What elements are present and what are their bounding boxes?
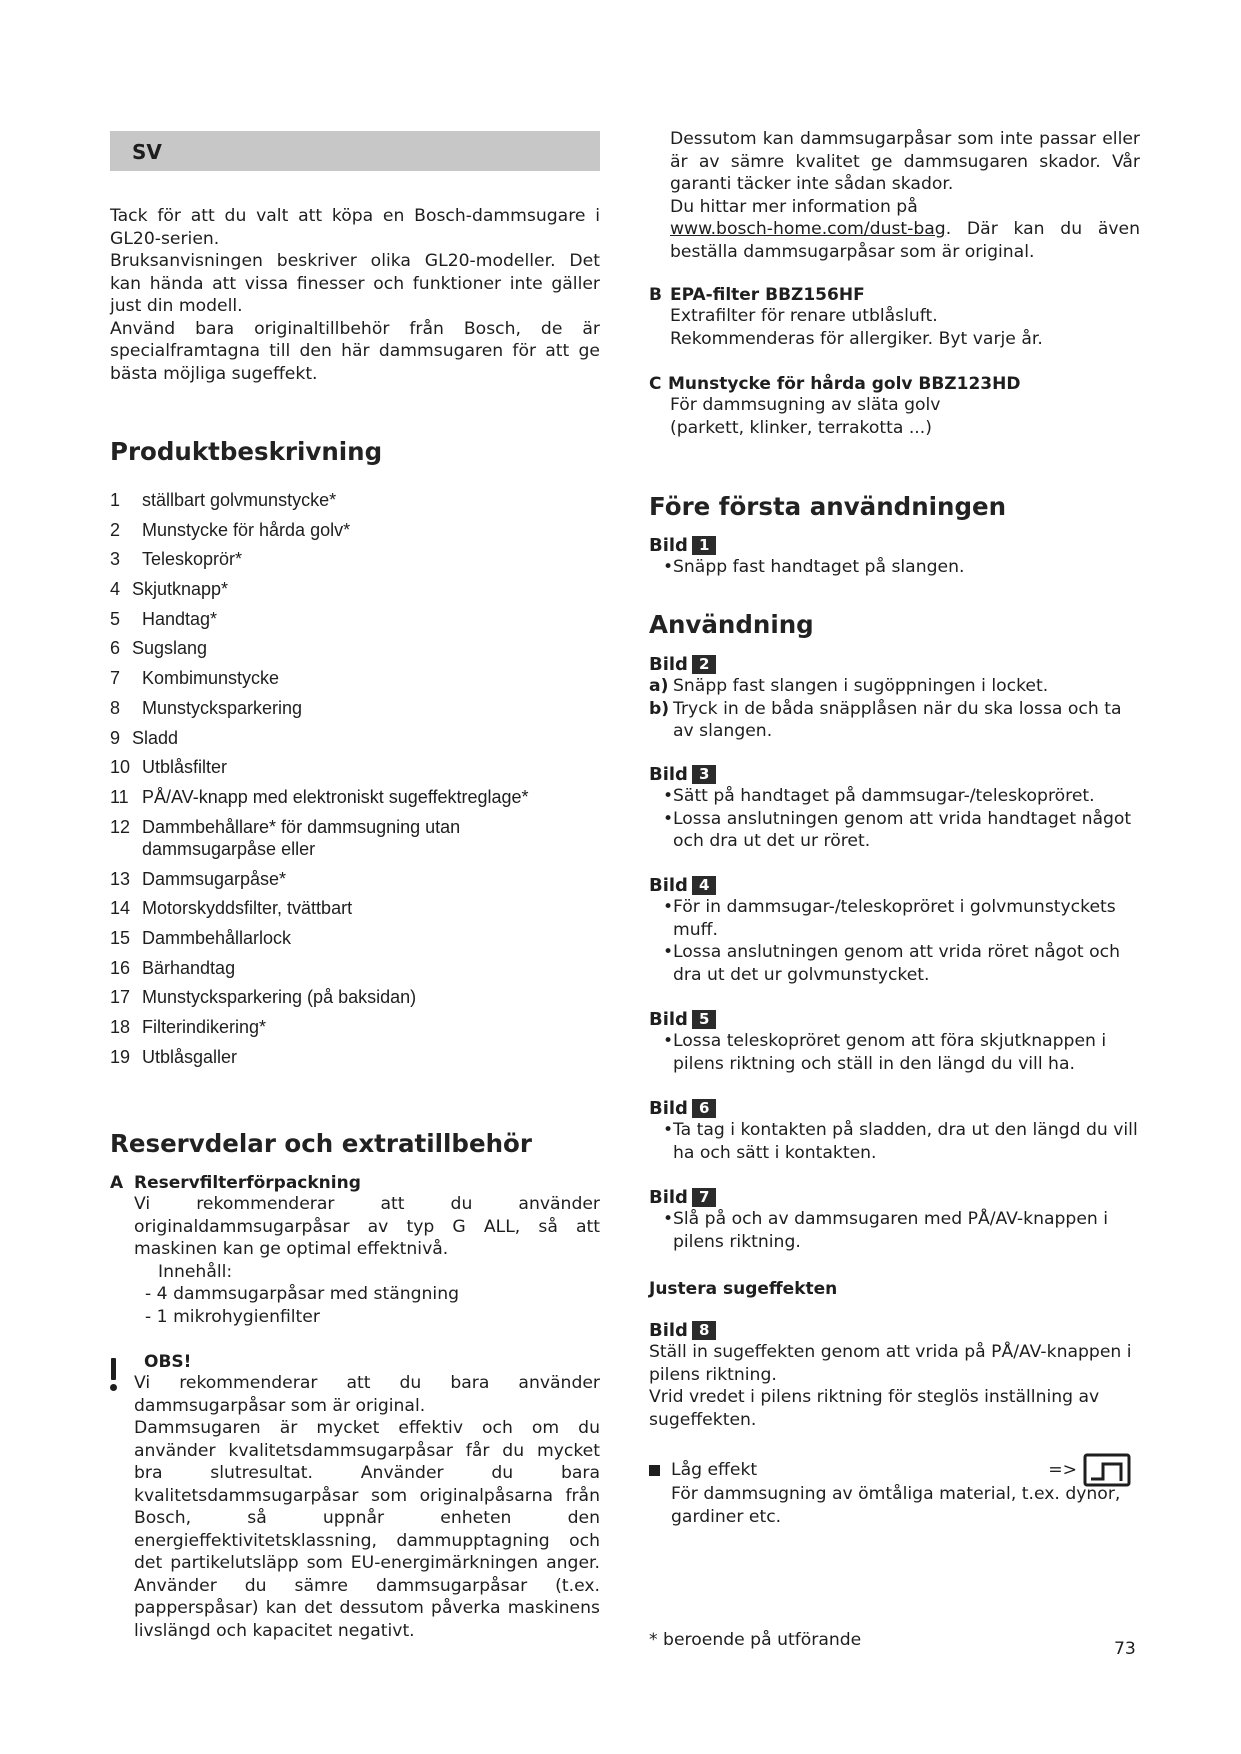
usage-bild-2: [649, 654, 1139, 743]
list-item: 8 Munstycksparkering: [110, 697, 303, 718]
spare-b-line: Rekommenderas för allergiker. Byt varje år.: [670, 328, 1043, 349]
usage-bild-4: [649, 875, 1139, 986]
spare-link-paragraph: www.bosch-home.com/dust-bag. Där kan du även beställa dammsugarpåsar som är original.: [670, 219, 1140, 262]
spare-a-text: Vi rekommenderar att du använder originaldammsugarpåsar av typ G ALL, så att maskinen kan ge optimal effektnivå.: [134, 1194, 600, 1259]
list-item: 5 Handtag*: [110, 608, 218, 629]
dust-bag-link[interactable]: www.bosch-home.com/dust-bag: [670, 219, 946, 239]
low-power-setting-icon: [1083, 1453, 1131, 1487]
list-item: 9 Sladd: [110, 727, 179, 748]
figure-label: Bild 3: [649, 764, 1139, 785]
list-item: 17 Munstycksparkering (på baksidan): [110, 987, 417, 1008]
spare-c-line: För dammsugning av släta golv: [670, 395, 941, 415]
intro-paragraph: Använd bara originaltillbehör från Bosch, de är specialframtagna till den här dammsugaren för att ge bästa möjliga sugeffekt.: [110, 318, 600, 384]
footnote: * beroende på utförande: [649, 1630, 862, 1650]
product-heading: Produktbeskrivning: [110, 437, 383, 466]
before-first-use-heading: Före första användningen: [649, 492, 1007, 521]
usage-bild-8: [649, 1320, 1139, 1431]
obs-block: [134, 1352, 600, 1642]
square-bullet-icon: [649, 1465, 660, 1476]
adjust-suction-title: Justera sugeffekten: [649, 1279, 838, 1299]
instruction: b) Tryck in de båda snäpplåsen när du ska lossa och ta av slangen.: [649, 698, 1122, 741]
intro-paragraph: Bruksanvisningen beskriver olika GL20-modeller. Det kan hända att vissa finesser och funktioner inte gäller just din modell.: [110, 251, 600, 316]
spare-cont-text: Dessutom kan dammsugarpåsar som inte passar eller är av sämre kvalitet ge dammsugaren skador. Vår garanti täcker inte sådan skador.: [670, 129, 1140, 194]
spare-a-block: [110, 1173, 600, 1328]
list-item: 12 Dammbehållare* för dammsugning utan dammsugarpåse eller: [110, 816, 461, 859]
obs-title: OBS!: [144, 1352, 192, 1372]
language-bar: [110, 131, 600, 171]
instruction: • För in dammsugar-/teleskopröret i golvmunstyckets muff.: [649, 896, 1139, 941]
list-item: 16 Bärhandtag: [110, 957, 236, 978]
figure-label: Bild 1: [649, 535, 1139, 556]
obs-line: Vi rekommenderar att du bara använder dammsugarpåsar som är original.: [134, 1373, 600, 1416]
figure-label: Bild 6: [649, 1098, 1139, 1119]
arrow-symbol: =>: [1048, 1459, 1077, 1480]
spare-b-line: Extrafilter för renare utblåsluft.: [670, 306, 938, 326]
low-power-text: För dammsugning av ömtåliga material, t.ex. dynor, gardiner etc.: [671, 1484, 1121, 1527]
spare-info-text: Du hittar mer information på: [670, 196, 918, 217]
warning-icon: [108, 1358, 120, 1394]
spare-c-title: C Munstycke för hårda golv BBZ123HD: [649, 374, 1021, 394]
instruction: • Lossa anslutningen genom att vrida handtaget något och dra ut det ur röret.: [649, 808, 1139, 853]
spare-b-block: [649, 285, 1139, 350]
spare-parts-heading: Reservdelar och extratillbehör: [110, 1129, 532, 1158]
low-power-block: [649, 1452, 1139, 1528]
list-item: 3 Teleskoprör*: [110, 549, 243, 570]
usage-bild-5: [649, 1009, 1139, 1075]
list-item: 4 Skjutknapp*: [110, 579, 229, 600]
list-item: 6 Sugslang: [110, 638, 208, 659]
usage-heading: Användning: [649, 610, 814, 639]
list-item: 2 Munstycke för hårda golv*: [110, 519, 351, 540]
spare-b-title: B EPA-filter BBZ156HF: [649, 285, 865, 305]
instruction: • Snäpp fast handtaget på slangen.: [649, 556, 1139, 579]
obs-text: Dammsugaren är mycket effektiv och om du använder kvalitetsdammsugarpåsar får du mycket bra slutresultat. Använder du bara kvalitetsdammsugarpåsar som originalpåsarna från Bosch, så uppnår enheten den energieffektivitetsklassning, dammupptagning och det partikelutsläpp som EU-energimärkningen anger. Använder du sämre dammsugarpåsar (t.ex. papperspåsar) kan det dessutom påverka maskinens livslängd och kapacitet negativt.: [134, 1418, 600, 1641]
figure-label: Bild 5: [649, 1009, 1139, 1030]
instruction: • Lossa teleskopröret genom att föra skjutknappen i pilens riktning och ställ in den längd du vill ha.: [649, 1030, 1139, 1075]
intro-section: [110, 205, 600, 385]
list-item: 13 Dammsugarpåse*: [110, 868, 287, 889]
language-label: SV: [132, 140, 162, 164]
spare-a-title: A Reservfilterförpackning: [110, 1173, 361, 1193]
spare-a-content-item: - 4 dammsugarpåsar med stängning: [145, 1284, 459, 1304]
instruction: Ställ in sugeffekten genom att vrida på PÅ/AV-knappen i pilens riktning.: [649, 1342, 1132, 1385]
figure-label: Bild 8: [649, 1320, 1139, 1341]
instruction: • Slå på och av dammsugaren med PÅ/AV-knappen i pilens riktning.: [649, 1208, 1139, 1253]
spare-a-content-item: - 1 mikrohygienfilter: [145, 1306, 320, 1327]
product-list: [110, 489, 600, 1075]
usage-bild-6: [649, 1098, 1139, 1164]
list-item: 7 Kombimunstycke: [110, 668, 280, 689]
spare-c-line: (parkett, klinker, terrakotta ...): [670, 417, 932, 438]
instruction: • Lossa anslutningen genom att vrida röret något och dra ut det ur golvmunstycket.: [649, 941, 1139, 986]
spare-a-contents-label: Innehåll:: [158, 1261, 233, 1282]
list-item: 14 Motorskyddsfilter, tvättbart: [110, 898, 353, 919]
list-item: 10 Utblåsfilter: [110, 757, 228, 778]
instruction: Vrid vredet i pilens riktning för steglös inställning av sugeffekten.: [649, 1387, 1100, 1430]
list-item: 15 Dammbehållarlock: [110, 927, 292, 948]
figure-label: Bild 4: [649, 875, 1139, 896]
instruction: • Ta tag i kontakten på sladden, dra ut den längd du vill ha och sätt i kontakten.: [649, 1119, 1139, 1164]
spare-c-block: [649, 374, 1139, 439]
list-item: 1 ställbart golvmunstycke*: [110, 490, 337, 510]
usage-bild-7: [649, 1187, 1139, 1253]
page-number: 73: [1114, 1639, 1136, 1659]
low-power-label: Låg effekt: [671, 1459, 758, 1480]
figure-label: Bild 2: [649, 654, 1139, 675]
list-item: 18 Filterindikering*: [110, 1017, 267, 1037]
before-bild-1: [649, 535, 1139, 579]
usage-bild-3: [649, 764, 1139, 853]
list-item: 11 PÅ/AV-knapp med elektroniskt sugeffektreglage*: [110, 786, 529, 807]
list-item: 19 Utblåsgaller: [110, 1046, 238, 1067]
instruction: • Sätt på handtaget på dammsugar-/teleskopröret.: [649, 785, 1139, 808]
instruction: a) Snäpp fast slangen i sugöppningen i locket.: [649, 676, 1049, 696]
spare-continued: [670, 128, 1140, 263]
figure-label: Bild 7: [649, 1187, 1139, 1208]
intro-paragraph: Tack för att du valt att köpa en Bosch-dammsugare i GL20-serien.: [110, 206, 600, 249]
